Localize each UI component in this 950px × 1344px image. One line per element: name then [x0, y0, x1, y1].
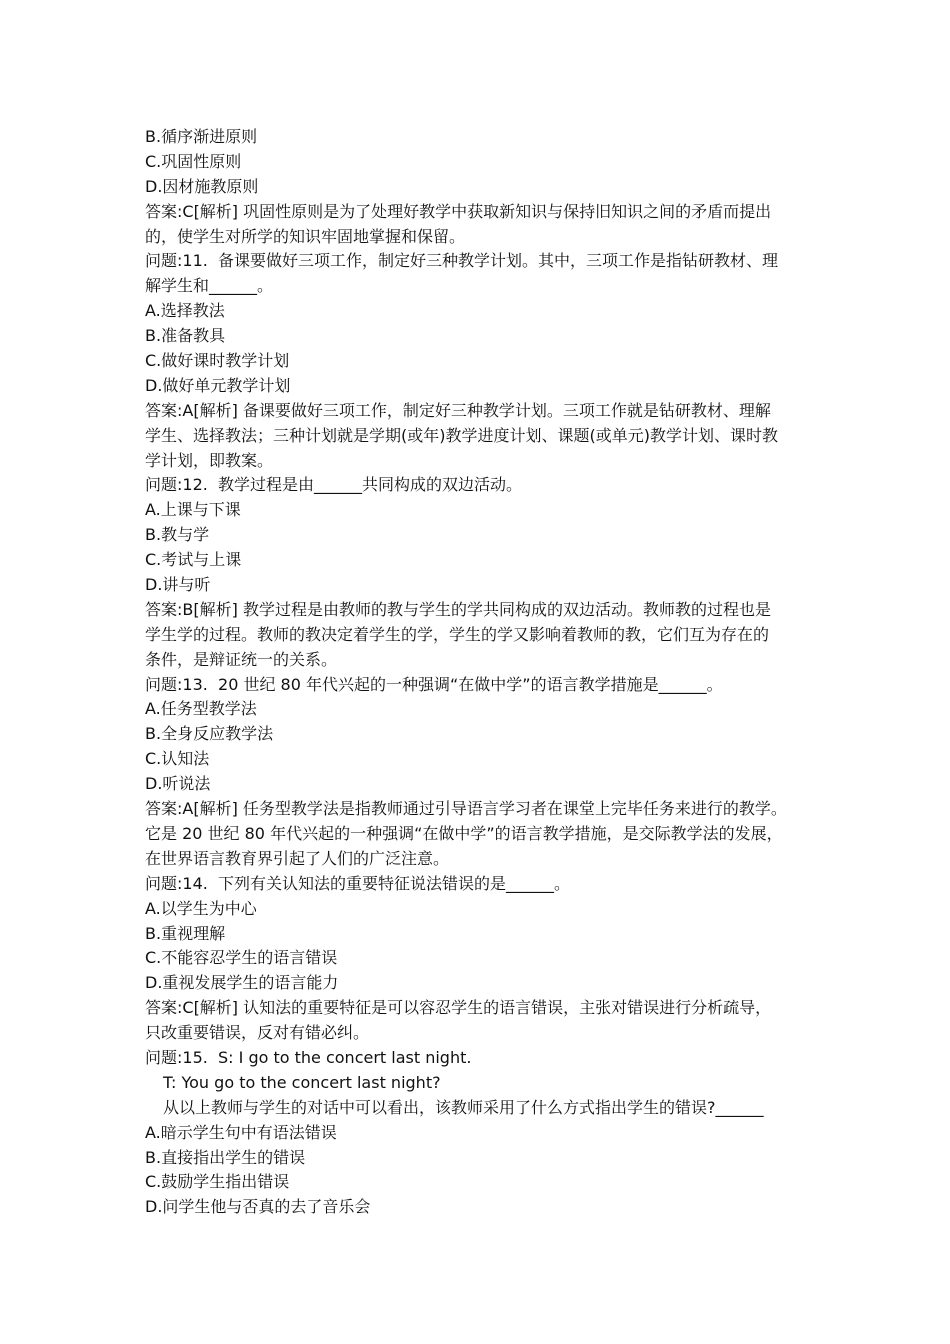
- answer-line: 答案:A[解析] 备课要做好三项工作，制定好三种教学计划。三项工作就是钻研教材、理解: [145, 400, 771, 420]
- option-b: B.重视理解: [145, 923, 226, 943]
- question-text: 问题:13. 20 世纪 80 年代兴起的一种强调“在做中学”的语言教学措施是______。: [145, 674, 723, 694]
- answer-line: 答案:B[解析] 教学过程是由教师的教与学生的学共同构成的双边活动。教师教的过程也是: [145, 599, 771, 619]
- option-c: C.做好课时教学计划: [145, 351, 290, 371]
- option-a: A.以学生为中心: [145, 898, 257, 918]
- option-b: B.循序渐进原则: [145, 127, 258, 146]
- question-11: [145, 249, 825, 473]
- question-12: [145, 473, 825, 672]
- answer-line: 学生学的过程。教师的教决定着学生的学，学生的学又影响着教师的教，它们互为存在的: [145, 624, 770, 644]
- option-d: D.做好单元教学计划: [145, 375, 291, 395]
- question-text: 问题:14. 下列有关认知法的重要特征说法错误的是______。: [145, 873, 571, 893]
- option-d: D.重视发展学生的语言能力: [145, 973, 339, 993]
- question-text: 问题:15. S: I go to the concert last night.: [145, 1047, 472, 1067]
- answer-line: 它是 20 世纪 80 年代兴起的一种强调“在做中学”的语言教学措施，是交际教学法的发展，: [145, 823, 783, 843]
- option-c: C.巩固性原则: [145, 151, 242, 171]
- question-text: 解学生和______。: [145, 276, 274, 296]
- option-a: A.暗示学生句中有语法错误: [145, 1122, 337, 1142]
- question-10-tail: [145, 125, 825, 249]
- option-d: D.听说法: [145, 774, 211, 794]
- question-text: 问题:12. 教学过程是由______共同构成的双边活动。: [145, 475, 523, 495]
- answer-line: 学生、选择教法；三种计划就是学期(或年)教学进度计划、课题(或单元)教学计划、课时教: [145, 425, 778, 445]
- dialog-line: T: You go to the concert last night?: [163, 1072, 441, 1092]
- answer-line: 答案:A[解析] 任务型教学法是指教师通过引导语言学习者在课堂上完毕任务来进行的教学。: [145, 799, 787, 819]
- question-15: [145, 1046, 825, 1220]
- answer-line: 答案:C[解析] 巩固性原则是为了处理好教学中获取新知识与保持旧知识之间的矛盾而提出: [145, 201, 772, 221]
- option-c: C.鼓励学生指出错误: [145, 1172, 290, 1192]
- option-b: B.直接指出学生的错误: [145, 1147, 306, 1167]
- option-c: C.考试与上课: [145, 550, 242, 570]
- option-c: C.不能容忍学生的语言错误: [145, 948, 338, 968]
- option-c: C.认知法: [145, 749, 210, 769]
- option-a: A.任务型教学法: [145, 699, 257, 719]
- answer-line: 在世界语言教育界引起了人们的广泛注意。: [145, 848, 450, 868]
- answer-line: 答案:C[解析] 认知法的重要特征是可以容忍学生的语言错误，主张对错误进行分析疏导，: [145, 998, 772, 1018]
- option-d: D.讲与听: [145, 575, 211, 595]
- document-page: [145, 125, 825, 1220]
- option-b: B.教与学: [145, 525, 210, 545]
- answer-line: 条件，是辩证统一的关系。: [145, 649, 338, 669]
- dialog-line: 从以上教师与学生的对话中可以看出，该教师采用了什么方式指出学生的错误?______: [163, 1097, 764, 1117]
- answer-line: 只改重要错误，反对有错必纠。: [145, 1023, 370, 1043]
- question-text: 问题:11. 备课要做好三项工作，制定好三种教学计划。其中，三项工作是指钻研教材、理: [145, 251, 779, 271]
- question-13: [145, 673, 825, 872]
- answer-line: 学计划，即教案。: [145, 450, 274, 470]
- question-14: [145, 872, 825, 1046]
- option-b: B.全身反应教学法: [145, 724, 274, 744]
- option-b: B.准备教具: [145, 326, 226, 346]
- option-a: A.选择教法: [145, 301, 225, 321]
- option-d: D.因材施教原则: [145, 176, 259, 196]
- answer-line: 的，使学生对所学的知识牢固地掌握和保留。: [145, 226, 466, 246]
- option-d: D.问学生他与否真的去了音乐会: [145, 1197, 371, 1217]
- option-a: A.上课与下课: [145, 500, 241, 520]
